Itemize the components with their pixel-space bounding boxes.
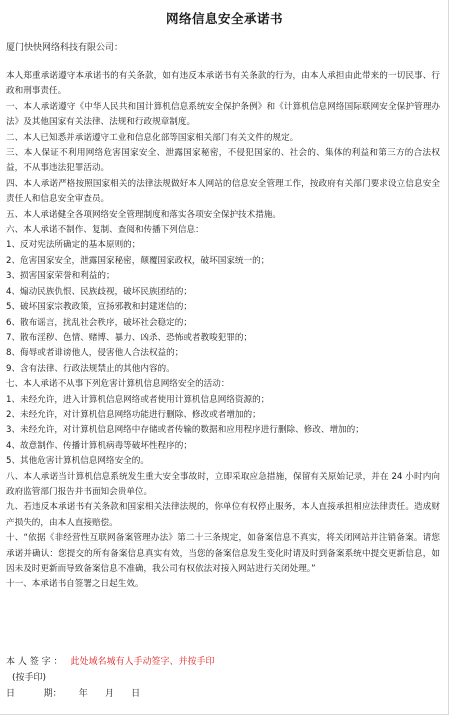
signature-row [6,657,214,668]
signature-hint: 此处域名城有人手动签字、并按手印 [70,657,215,667]
body-paragraph: 1、未经允许，进入计算机信息网络或者使用计算机信息网络资源的； [6,394,270,405]
body-paragraph: 7、散布淫秽、色情、赌博、暴力、凶杀、恐怖或者教唆犯罪的； [6,332,253,343]
body-paragraph: 9、含有法律、行政法规禁止的其他内容的。 [6,363,175,374]
body-paragraph: 二、本人已知悉并承诺遵守工业和信息化部等国家相关部门有关文件的规定。 [6,132,299,143]
recipient-line: 厦门快快网络科技有限公司： [6,43,124,53]
body-paragraph: 六、本人承诺不制作、复制、查阅和传播下列信息： [6,225,204,236]
body-paragraph: 一、本人承诺遵守《中华人民共和国计算机信息系统安全保护条例》和《计算机信息网络国际联网安全保护管理办法》及其他国家有关法律、法规和行政规章制度。 [6,101,440,128]
document-title: 网络信息安全承诺书 [165,11,283,26]
body-paragraph: 四、本人承诺严格按照国家相关的法律法规做好本人网站的信息安全管理工作，按政府有关部门要求设立信息安全责任人和信息安全审查员。 [6,178,440,205]
body-paragraph: 8、侮辱或者诽谤他人，侵害他人合法权益的； [6,348,184,359]
body-paragraph: 6、散布谣言，扰乱社会秩序，破坏社会稳定的； [6,317,192,328]
body-paragraph: 七、本人承诺不从事下列危害计算机信息网络安全的活动： [6,379,230,390]
document-body [6,69,440,593]
body-paragraph: 五、本人承诺健全各项网络安全管理制度和落实各项安全保护技术措施。 [6,209,282,220]
body-paragraph: 2、未经允许，对计算机信息网络功能进行删除、修改或者增加的； [6,409,261,420]
body-paragraph: 4、煽动民族仇恨、民族歧视，破坏民族团结的； [6,286,192,297]
body-paragraph: 5、破坏国家宗教政策，宣扬邪教和封建迷信的； [6,302,192,313]
body-paragraph: 3、未经允许，对计算机信息网络中存储或者传输的数据和应用程序进行删除、修改、增加的； [6,425,364,436]
body-paragraph: 3、损害国家荣誉和利益的； [6,271,115,282]
date-line: 日 期： 年 月 日 [6,689,141,699]
body-paragraph: 本人郑重承诺遵守本承诺书的有关条款，如有违反本承诺书有关条款的行为，由本人承担由此带来的一切民事、行政和刑事责任。 [6,71,440,97]
signature-label: 本 人 签 字 ： [6,657,63,667]
body-paragraph: 十、“依据《非经营性互联网备案管理办法》第二十三条规定，如备案信息不真实，将关闭网站并注销备案。请您承诺并确认：您提交的所有备案信息真实有效，当您的备案信息发生变化时请及时到备案系统中提交更新信息，如因未及时更新而导致备案信息不准确，我公司有权依法对接入网站进行关闭处理。” [6,533,440,574]
fingerprint-label: (按手印) [12,673,47,683]
body-paragraph: 1、反对宪法所确定的基本原则的； [6,240,141,251]
body-paragraph: 5、其他危害计算机信息网络安全的。 [6,456,149,467]
body-paragraph: 2、危害国家安全，泄露国家秘密，颠覆国家政权，破坏国家统一的； [6,255,270,266]
body-paragraph: 4、故意制作、传播计算机病毒等破坏性程序的； [6,440,192,451]
body-paragraph: 八、本人承诺当计算机信息系统发生重大安全事故时，立即采取应急措施，保留有关原始记录，并在 24 小时内向政府监管部门报告并书面知会贵单位。 [6,471,440,497]
body-paragraph: 三、本人保证不利用网络危害国家安全、泄露国家秘密，不侵犯国家的、社会的、集体的利益和第三方的合法权益，不从事违法犯罪活动。 [6,148,440,174]
body-paragraph: 九、若违反本承诺书有关条款和国家相关法律法规的，你单位有权停止服务，本人直接承担相应法律责任。造成财产损失的，由本人直接赔偿。 [6,502,440,528]
body-paragraph: 十一、本承诺书自签署之日起生效。 [6,579,144,590]
